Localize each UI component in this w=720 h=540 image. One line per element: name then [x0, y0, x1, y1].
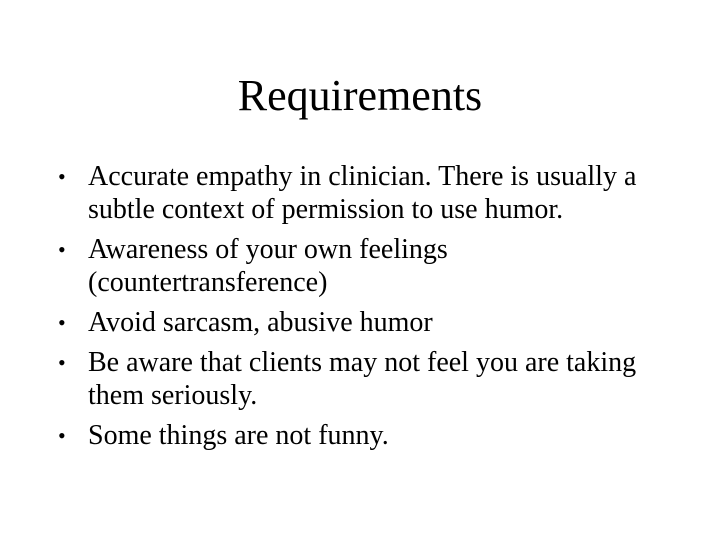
bullet-list — [58, 160, 668, 459]
bullet-item — [58, 233, 668, 299]
bullet-text: Awareness of your own feelings (countertransference) — [88, 234, 448, 298]
bullet-item — [58, 346, 668, 412]
bullet-icon: • — [58, 164, 66, 189]
bullet-text: Avoid sarcasm, abusive humor — [88, 307, 433, 338]
bullet-icon: • — [58, 310, 66, 335]
bullet-icon: • — [58, 237, 66, 262]
bullet-item — [58, 160, 668, 226]
bullet-text: Some things are not funny. — [88, 420, 389, 451]
slide-title: Requirements — [237, 71, 483, 120]
bullet-item — [58, 306, 668, 339]
bullet-icon: • — [58, 350, 66, 375]
bullet-icon: • — [58, 423, 66, 448]
bullet-item — [58, 419, 668, 452]
bullet-text: Be aware that clients may not feel you are taking them seriously. — [88, 347, 637, 411]
bullet-text: Accurate empathy in clinician. There is usually a subtle context of permission to use humor. — [88, 161, 637, 225]
